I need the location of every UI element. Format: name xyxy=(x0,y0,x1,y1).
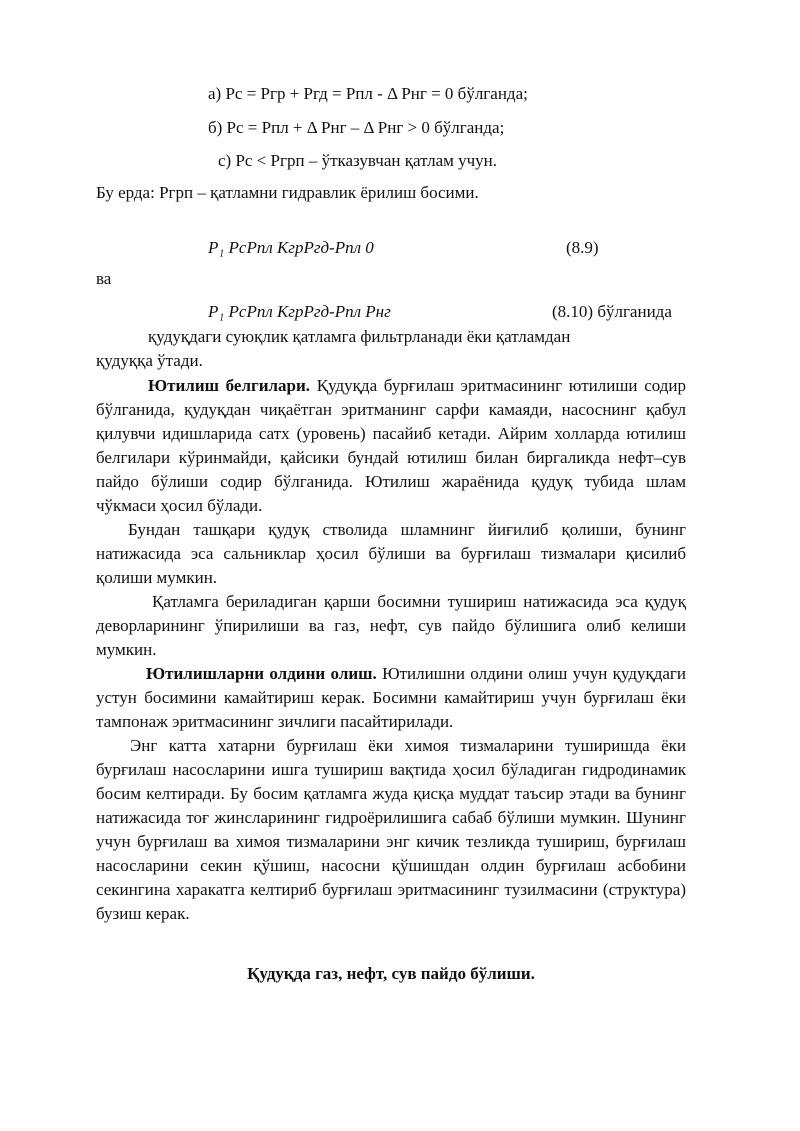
equation-8-10-label: (8.10) бўлганида xyxy=(552,302,672,321)
paragraph-absorption xyxy=(96,374,686,518)
prevention-text: Ютилишни олдини олиш учун қудуқдаги устун босимини камайтириш керак. Босимни камайтириш учун бурғилаш ёки тампонаж эритмасининг зичлиги пасайтирилади. xyxy=(96,664,686,731)
conjunction-va: ва xyxy=(96,269,112,288)
equation-8-9-label: (8.9) xyxy=(566,238,599,257)
paragraph-danger: Энг катта хатарни бурғилаш ёки химоя тизмаларини туширишда ёки бурғилаш насосларини ишга тушириш вақтида ҳосил бўладиган гидродинамик босим келтиради. Бу босим қатламга жуда қисқа муддат таъсир этади ва бунинг натижасида тоғ жинсларининг гидроёрилишига сабаб бўлиши мумкин. Шунинг учун бурғилаш ва химоя тизмаларини энг кичик тезликда тушириш, бурғилаш насосларини секин қўшиш, насосни қўшишдан олдин бурғилаш асбобини секингина харакатга келтириб бурғилаш эритмасининг тузилмасини (структура) бузиш керак. xyxy=(96,736,686,923)
formula-b: б) Рс = Рпл + Δ Рнг – Δ Рнг > 0 бўлганда; xyxy=(208,118,505,137)
where-definition: Бу ерда: Pгрп – қатламни гидравлик ёрилиш босими. xyxy=(96,183,479,202)
paragraph-sludge: Бундан ташқари қудуқ стволида шламнинг йиғилиб қолиши, бунинг натижасида эса сальниклар ҳосил бўлиши ва бурғилаш тизмалари қисилиб қолиши мумкин. xyxy=(96,520,686,587)
section-heading: Қудуқда газ, нефт, сув пайдо бўлиши. xyxy=(247,964,535,983)
formula-a: а) Рс = Ргр + Ргд = Рпл - Δ Рнг = 0 бўлганда; xyxy=(208,84,528,103)
paragraph-backpressure: Қатламга бериладиган қарши босимни тушириш натижасида эса қудуқ деворларининг ўпирилиши ва газ, нефт, сув пайдо бўлишига олиб келиши мумкин. xyxy=(96,592,686,659)
filtration-text-line-1: қудуқдаги суюқлик қатламга фильтрланади ёки қатламдан xyxy=(148,327,571,346)
filtration-text-line-2: қудуққа ўтади. xyxy=(96,351,203,370)
absorption-title: Ютилиш белгилари. xyxy=(148,376,311,395)
paragraph-prevention xyxy=(96,662,686,734)
formula-c: с) Рс < Ргрп – ўтказувчан қатлам учун. xyxy=(218,151,498,170)
equation-8-10: P₁ PсPпл КгрPгд-Pпл Pнг xyxy=(208,302,391,321)
absorption-text: Қудуқда бурғилаш эритмасининг ютилиши содир бўлганида, қудуқдан чиқаётган эритманинг сарфи камаяди, насоснинг қабул қилувчи идишларида сатх (уровень) пасайиб кетади. Айрим холларда ютилиш белгилари кўринмайди, қайсики бундай ютилиш билан биргаликда нефт–сув пайдо бўлиши содир бўлганида. Ютилиш жараёнида қудуқ тубида шлам чўкмаси ҳосил бўлади. xyxy=(96,376,686,515)
prevention-title: Ютилишларни олдини олиш. xyxy=(146,664,377,683)
equation-8-9: P₁ PсPпл КгрPгд-Pпл 0 xyxy=(208,238,374,257)
main-text xyxy=(96,374,686,926)
